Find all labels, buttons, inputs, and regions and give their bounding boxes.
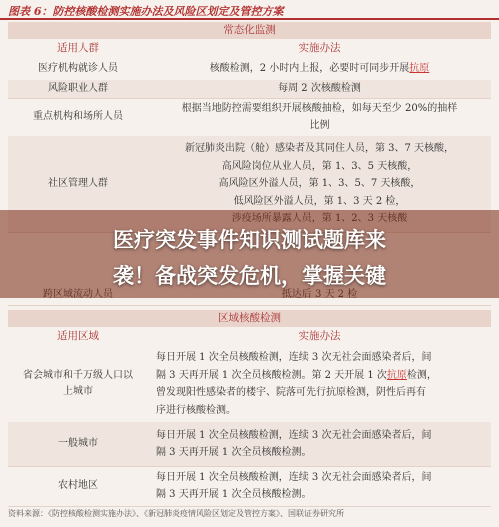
method-line: 序进行核酸检测。 bbox=[156, 404, 236, 416]
group-cell: 医疗机构就诊人员 bbox=[38, 63, 118, 74]
column-header-row-1 bbox=[8, 40, 491, 57]
method-line: 每日开展 1 次全员核酸检测，连续 3 次无社会面感染者后，间 bbox=[156, 471, 432, 483]
method-line: 根据当地防控需要组织开展核酸抽检，如每天至少 20%的抽样 bbox=[181, 102, 458, 114]
method-line: 隔 3 天再开展 1 次全员核酸检测。 bbox=[156, 447, 312, 458]
method-line: 隔 3 天再开展 1 次全员核酸检测。 bbox=[156, 489, 312, 500]
table-row bbox=[8, 80, 491, 99]
keyword-highlight: 抗原 bbox=[386, 369, 407, 381]
method-cell bbox=[148, 346, 491, 422]
method-line: 比例 bbox=[309, 120, 330, 131]
section-header-regional: 区域核酸检测 bbox=[8, 310, 491, 327]
banner-line-2: 袭！备战突发危机，掌握关键 bbox=[113, 264, 386, 288]
method-line: 每周 2 次核酸检测 bbox=[278, 83, 361, 95]
group-cell: 一般城市 bbox=[58, 438, 98, 449]
table-row bbox=[8, 466, 491, 507]
column-header-group: 适用人群 bbox=[57, 42, 99, 54]
method-line: 隔 3 天再开展 1 次全员核酸检测。第 2 天开展 1 次抗原检测， bbox=[156, 369, 437, 381]
group-cell: 社区管理人群 bbox=[48, 178, 108, 189]
column-header-region: 适用区域 bbox=[57, 330, 99, 342]
method-line bbox=[210, 60, 430, 78]
source-note: 资料来源：《防控核酸检测实施办法》、《新冠肺炎疫情风险区划定及管控方案》、国联证券研究所 bbox=[8, 509, 344, 518]
keyword-highlight: 抗原 bbox=[409, 63, 430, 75]
column-header-method: 实施办法 bbox=[298, 330, 341, 342]
table-row bbox=[8, 346, 491, 423]
banner-line-1: 医疗突发事件知识测试题库来 bbox=[113, 228, 386, 252]
column-header-row-2 bbox=[8, 328, 491, 345]
group-cell: 风险职业人群 bbox=[48, 83, 108, 94]
group-cell: 省会城市和千万级人口以上城市 bbox=[23, 370, 133, 397]
column-header-method: 实施办法 bbox=[298, 42, 341, 54]
method-cell bbox=[148, 98, 491, 136]
method-cell bbox=[148, 422, 491, 466]
title-underline bbox=[0, 18, 499, 20]
group-cell: 农村地区 bbox=[58, 480, 98, 491]
method-cell bbox=[148, 466, 491, 506]
method-line: 新冠肺炎出院（舱）感染者及其同住人员，第 3、7 天核酸， bbox=[184, 143, 455, 155]
table-row bbox=[8, 58, 491, 81]
method-line: 曾发现阳性感染者的楼宇、院落可先行抗原检测，阴性后再有 bbox=[156, 387, 426, 398]
method-text: 核酸检测，2 小时内上报，必要时可同步开展抗原 bbox=[209, 63, 430, 75]
method-line: 高风险区外溢人员，第 1、3、5、7 天核酸， bbox=[218, 178, 421, 190]
method-line: 低风险区外溢人员，第 1、3 天 2 检， bbox=[233, 195, 406, 207]
table-row bbox=[8, 422, 491, 467]
method-line: 每日开展 1 次全员核酸检测，连续 3 次无社会面感染者后，间 bbox=[156, 352, 432, 363]
method-line: 高风险岗位从业人员，第 1、3、5 天核酸， bbox=[221, 160, 418, 172]
table-row bbox=[8, 98, 491, 137]
figure-title: 图表 6：防控核酸检测实施办法及风险区划定及管控方案 bbox=[8, 5, 284, 18]
method-line: 每日开展 1 次全员核酸检测，连续 3 次无社会面感染者后，间 bbox=[156, 429, 432, 441]
section-header-routine: 常态化监测 bbox=[8, 22, 491, 39]
method-cell bbox=[148, 80, 491, 98]
group-cell: 重点机构和场所人员 bbox=[33, 111, 123, 122]
headline-banner[interactable] bbox=[0, 210, 499, 298]
method-cell bbox=[148, 58, 491, 80]
